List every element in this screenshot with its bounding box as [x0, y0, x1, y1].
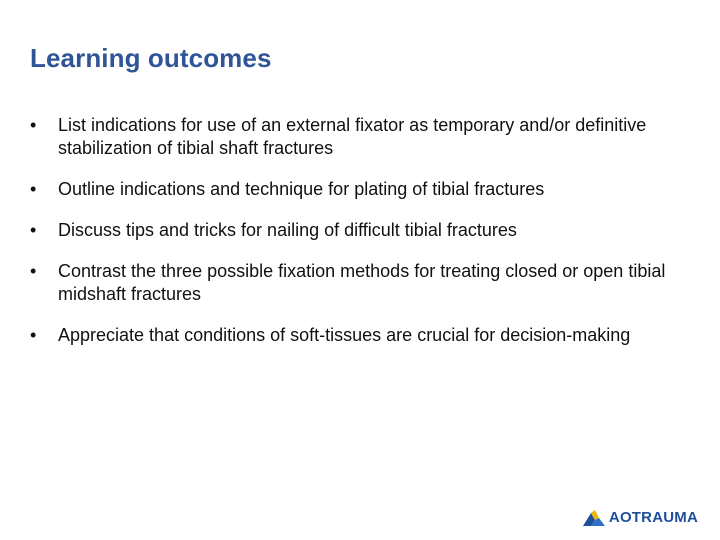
logo-text: AOTRAUMA [608, 509, 698, 526]
list-item [30, 178, 670, 201]
list-item-text: Contrast the three possible fixation methods for treating closed or open tibial midshaft fractures [58, 261, 666, 304]
list-item-text: Discuss tips and tricks for nailing of difficult tibial fractures [58, 220, 517, 240]
list-item-text: List indications for use of an external fixator as temporary and/or definitive stabilization of tibial shaft fractures [58, 115, 647, 158]
aotrauma-logo [583, 509, 698, 526]
ao-logo-icon [583, 510, 605, 526]
list-item-text: Outline indications and technique for plating of tibial fractures [58, 179, 545, 199]
bullet-icon: • [30, 261, 37, 281]
list-item [30, 219, 670, 242]
bullet-icon: • [30, 179, 37, 199]
slide-title: Learning outcomes [30, 43, 272, 73]
learning-outcomes-list [30, 114, 670, 365]
list-item [30, 114, 670, 160]
bullet-icon: • [30, 220, 37, 240]
list-item [30, 324, 670, 347]
bullet-icon: • [30, 115, 37, 135]
bullet-icon: • [30, 325, 37, 345]
list-item-text: Appreciate that conditions of soft-tissues are crucial for decision-making [58, 325, 631, 345]
list-item [30, 260, 670, 306]
